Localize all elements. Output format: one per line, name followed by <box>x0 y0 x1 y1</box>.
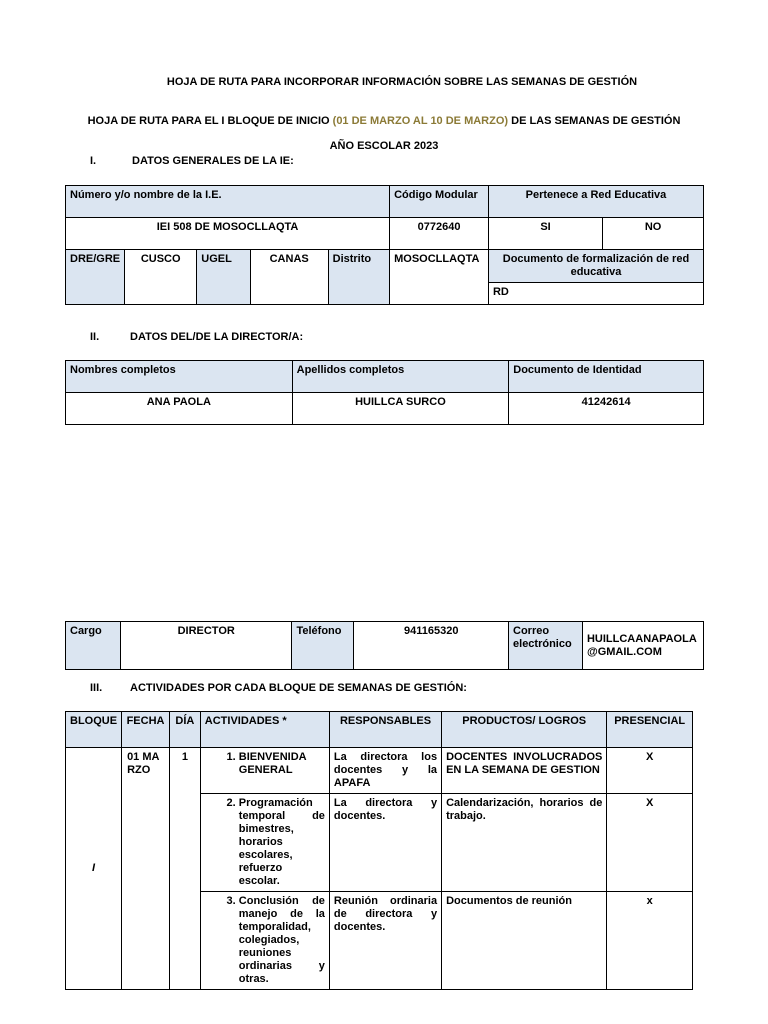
cargo-value: DIRECTOR <box>120 622 292 670</box>
presencial-cell: X <box>607 794 693 892</box>
label-phone: Teléfono <box>292 622 354 670</box>
email-value: HUILLCAANAPAOLA @GMAIL.COM <box>582 622 703 670</box>
header-dia: DÍA <box>169 712 200 748</box>
label-ugel: UGEL <box>197 250 250 305</box>
director-id: 41242614 <box>509 393 704 425</box>
school-year: AÑO ESCOLAR 2023 <box>329 140 439 152</box>
header-names: Nombres completos <box>66 361 293 393</box>
header-bloque: BLOQUE <box>66 712 122 748</box>
rd-value: RD <box>488 283 703 305</box>
document-title: HOJA DE RUTA PARA INCORPORAR INFORMACIÓN SOBRE LAS SEMANAS DE GESTIÓN <box>166 76 638 88</box>
activity-cell <box>200 892 329 990</box>
activity-cell <box>200 794 329 892</box>
fecha-value: 01 MARZO <box>122 748 170 990</box>
director-names: ANA PAOLA <box>66 393 293 425</box>
section3-title: ACTIVIDADES POR CADA BLOQUE DE SEMANAS DE GESTIÓN: <box>130 682 467 694</box>
label-cargo: Cargo <box>66 622 121 670</box>
header-modular-code: Código Modular <box>390 186 489 218</box>
activity-item: 2. Programación temporal de bimestres, horarios escolares, refuerzo escolar. <box>239 797 325 888</box>
modular-code: 0772640 <box>390 218 489 250</box>
label-network-document: Documento de formalización de red educativa <box>488 250 703 283</box>
subtitle-prefix: HOJA DE RUTA PARA EL I BLOQUE DE INICIO <box>87 115 333 127</box>
network-si: SI <box>488 218 602 250</box>
header-actividades: ACTIVIDADES * <box>200 712 329 748</box>
product-cell: DOCENTES INVOLUCRADOS EN LA SEMANA DE GESTION <box>442 748 607 794</box>
subtitle-dates: (01 DE MARZO AL 10 DE MARZO) <box>332 115 509 127</box>
table-row <box>66 748 693 794</box>
subtitle-suffix: DE LAS SEMANAS DE GESTIÓN <box>508 115 681 127</box>
responsible-cell: La directora los docentes y la APAFA <box>329 748 441 794</box>
phone-value: 941165320 <box>354 622 509 670</box>
presencial-cell: x <box>607 892 693 990</box>
section1-number: I. <box>90 155 97 167</box>
ugel-value: CANAS <box>250 250 328 305</box>
contact-table <box>65 621 704 670</box>
header-school-name: Número y/o nombre de la I.E. <box>66 186 390 218</box>
section3-number: III. <box>90 682 103 694</box>
header-responsables: RESPONSABLES <box>329 712 441 748</box>
activity-item: 3. Conclusión de manejo de la temporalidad, colegiados, reuniones ordinarias y otras. <box>239 895 325 986</box>
section1-title: DATOS GENERALES DE LA IE: <box>132 155 294 167</box>
header-presencial: PRESENCIAL <box>607 712 693 748</box>
dia-value: 1 <box>169 748 200 990</box>
product-cell: Documentos de reunión <box>442 892 607 990</box>
dre-value: CUSCO <box>125 250 197 305</box>
section2-title: DATOS DEL/DE LA DIRECTOR/A: <box>130 331 304 343</box>
director-table <box>65 360 704 425</box>
responsible-cell: Reunión ordinaria de directora y docentes. <box>329 892 441 990</box>
header-id: Documento de Identidad <box>509 361 704 393</box>
general-data-table <box>65 185 704 305</box>
header-fecha: FECHA <box>122 712 170 748</box>
director-surnames: HUILLCA SURCO <box>292 393 509 425</box>
network-no: NO <box>603 218 704 250</box>
activity-cell <box>200 748 329 794</box>
presencial-cell: X <box>607 748 693 794</box>
product-cell: Calendarización, horarios de trabajo. <box>442 794 607 892</box>
label-dre: DRE/GRE <box>66 250 125 305</box>
header-network: Pertenece a Red Educativa <box>488 186 703 218</box>
label-email: Correo electrónico <box>509 622 583 670</box>
label-distrito: Distrito <box>328 250 389 305</box>
activity-item: 1. BIENVENIDA GENERAL <box>239 751 325 777</box>
school-name: IEI 508 DE MOSOCLLAQTA <box>66 218 390 250</box>
bloque-value: I <box>66 748 122 990</box>
header-surnames: Apellidos completos <box>292 361 509 393</box>
header-productos: PRODUCTOS/ LOGROS <box>442 712 607 748</box>
responsible-cell: La directora y docentes. <box>329 794 441 892</box>
distrito-value: MOSOCLLAQTA <box>390 250 489 305</box>
activities-table <box>65 711 693 990</box>
document-subtitle <box>0 115 768 127</box>
section2-number: II. <box>90 331 100 343</box>
